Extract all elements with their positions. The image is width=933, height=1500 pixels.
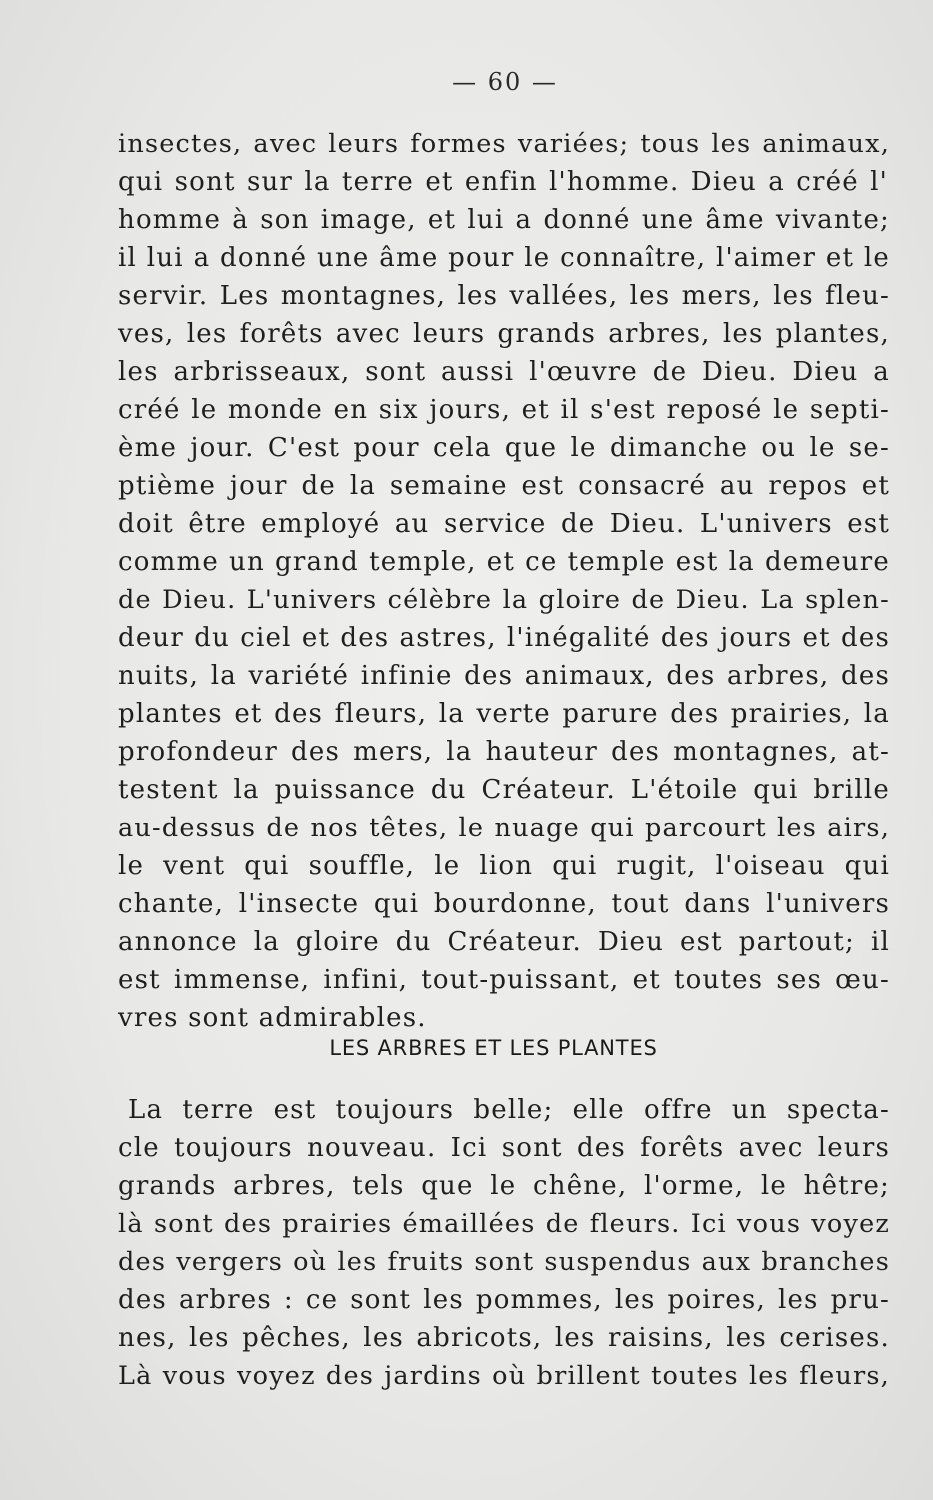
text-line: de Dieu. L'univers célèbre la gloire de Dieu. La splen- (118, 585, 890, 615)
text-line: servir. Les montagnes, les vallées, les mers, les fleu- (118, 281, 890, 311)
text-line: La terre est toujours belle; elle offre un specta- (128, 1095, 890, 1125)
text-line: ème jour. C'est pour cela que le dimanche ou le se- (118, 433, 890, 463)
section-heading: LES ARBRES ET LES PLANTES (329, 1036, 658, 1060)
text-line: vres sont admirables. (118, 1003, 427, 1033)
text-line: chante, l'insecte qui bourdonne, tout dans l'univers (118, 889, 890, 919)
text-line: créé le monde en six jours, et il s'est reposé le septi- (118, 395, 890, 425)
text-line: qui sont sur la terre et enfin l'homme. Dieu a créé l' (118, 167, 888, 197)
text-line: est immense, infini, tout-puissant, et toutes ses œu- (118, 965, 890, 995)
text-line: là sont des prairies émaillées de fleurs. Ici vous voyez (118, 1209, 890, 1239)
text-line: profondeur des mers, la hauteur des montagnes, at- (118, 737, 890, 767)
text-line: homme à son image, et lui a donné une âme vivante; (118, 205, 890, 235)
text-line: comme un grand temple, et ce temple est la demeure (118, 547, 890, 577)
text-line: des vergers où les fruits sont suspendus aux branches (118, 1247, 890, 1277)
text-line: deur du ciel et des astres, l'inégalité des jours et des (118, 623, 890, 653)
text-line: ves, les forêts avec leurs grands arbres, les plantes, (118, 319, 890, 349)
text-line: annonce la gloire du Créateur. Dieu est partout; il (118, 927, 890, 957)
text-line: insectes, avec leurs formes variées; tous les animaux, (118, 129, 890, 159)
text-line: nuits, la variété infinie des animaux, des arbres, des (118, 661, 890, 691)
page-number: — 60 — (452, 68, 558, 96)
text-line: au-dessus de nos têtes, le nuage qui parcourt les airs, (118, 813, 890, 843)
text-line: des arbres : ce sont les pommes, les poires, les pru- (118, 1285, 890, 1315)
text-line: testent la puissance du Créateur. L'étoile qui brille (118, 775, 890, 805)
text-line: ptième jour de la semaine est consacré au repos et (118, 471, 890, 501)
text-line: Là vous voyez des jardins où brillent toutes les fleurs, (118, 1361, 890, 1391)
text-line: plantes et des fleurs, la verte parure des prairies, la (118, 699, 890, 729)
text-line: cle toujours nouveau. Ici sont des forêts avec leurs (118, 1133, 890, 1163)
text-line: le vent qui souffle, le lion qui rugit, l'oiseau qui (118, 851, 890, 881)
text-line: il lui a donné une âme pour le connaître, l'aimer et le (118, 243, 890, 273)
text-line: les arbrisseaux, sont aussi l'œuvre de Dieu. Dieu a (118, 357, 890, 387)
text-line: nes, les pêches, les abricots, les raisins, les cerises. (118, 1323, 890, 1353)
text-line: grands arbres, tels que le chêne, l'orme, le hêtre; (118, 1171, 890, 1201)
text-line: doit être employé au service de Dieu. L'univers est (118, 509, 890, 539)
